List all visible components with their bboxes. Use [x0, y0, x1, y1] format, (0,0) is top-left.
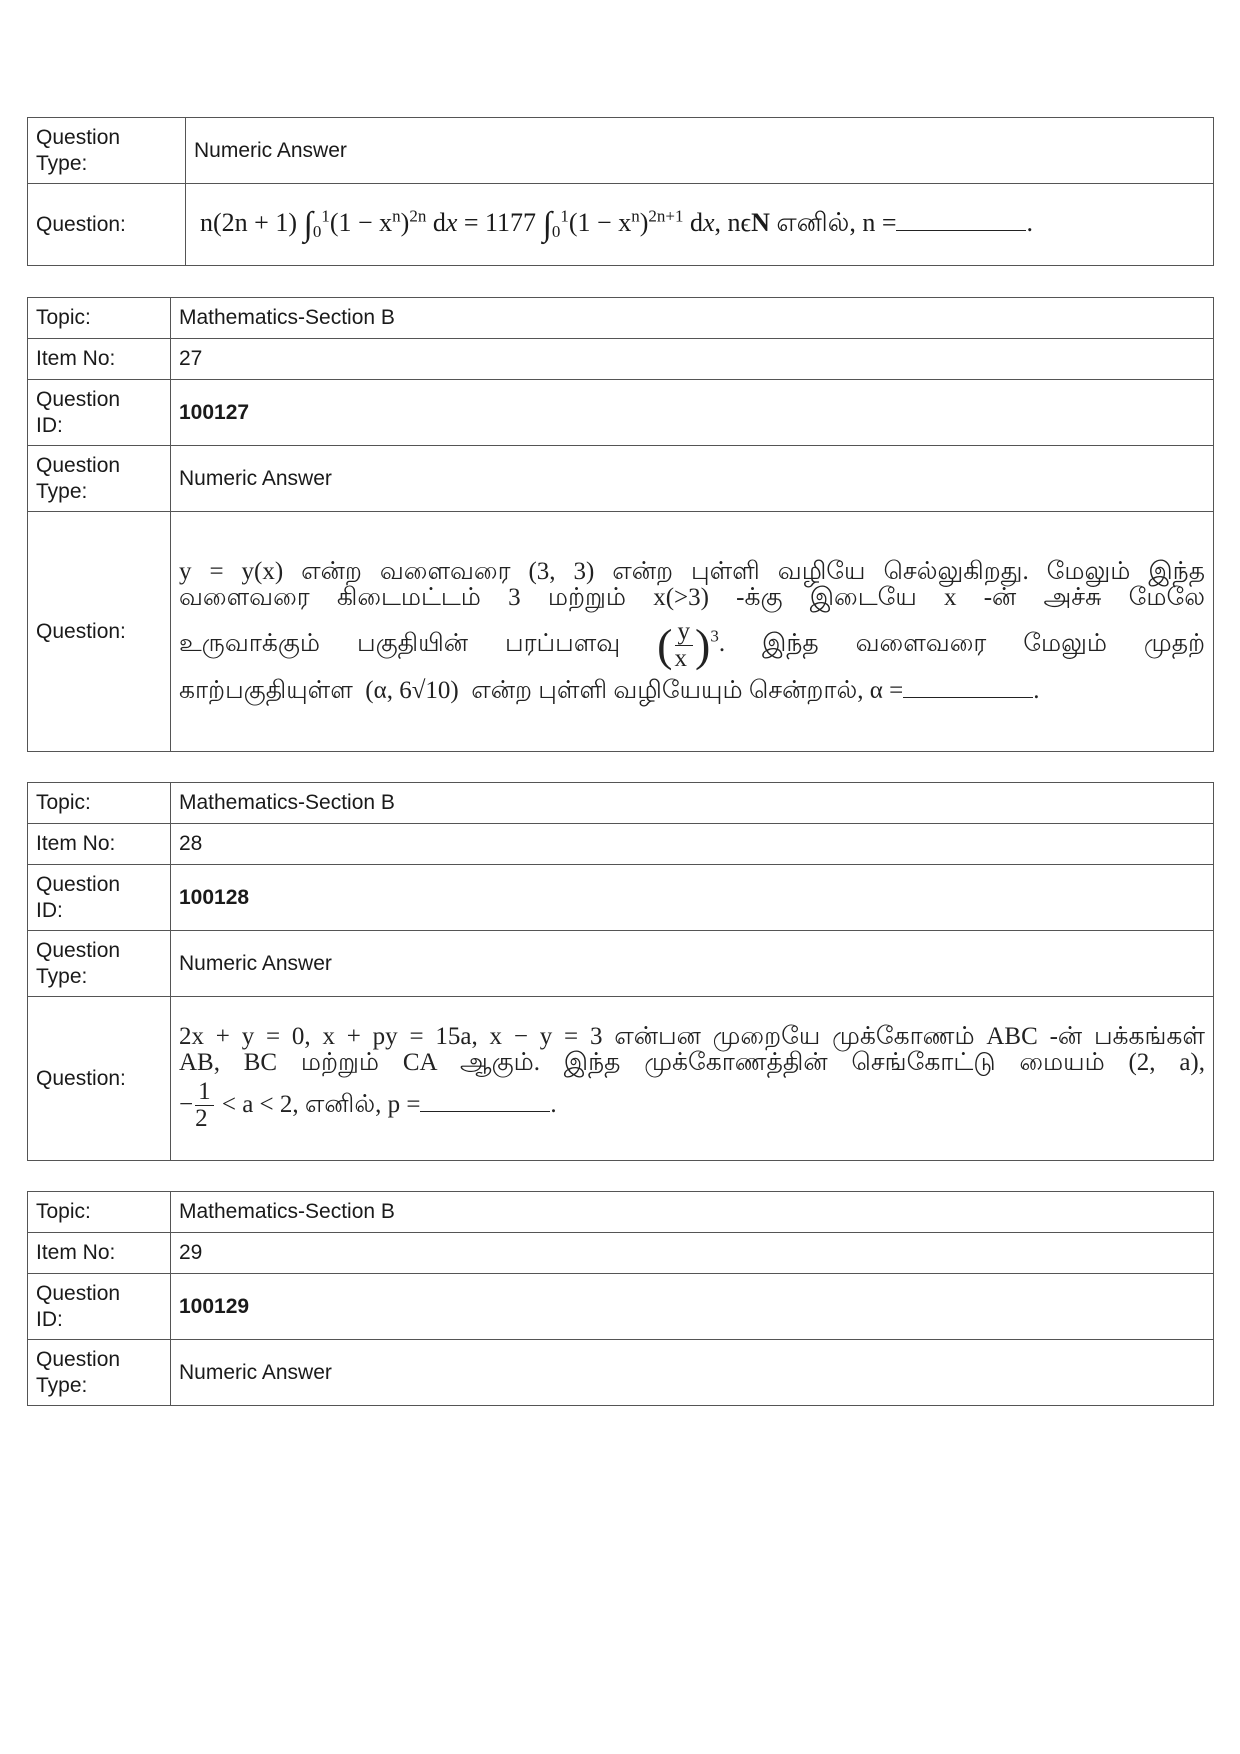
point-coordinates: (α, 6√10) [365, 677, 459, 705]
item-no-label: Item No: [28, 1233, 171, 1274]
question-line-4 [179, 678, 1205, 704]
question-text: n(2n + 1) $\int_0^1(1 - x^n)^{2n}$ dx = 1177 $\int_0^1(1 - x^n)^{2n+1}$ dx, nϵN எனில், n = . [186, 184, 1214, 266]
fraction-numerator: y [675, 619, 694, 646]
item-no-label: Item No: [28, 339, 171, 380]
topic-value: Mathematics-Section B [171, 783, 1214, 824]
question-line-4b: என்ற புள்ளி வழியேயும் சென்றால், α = [471, 677, 904, 705]
math-tail: , nϵ [714, 208, 752, 238]
fraction-y-over-x [675, 619, 694, 672]
question-line-3: உருவாக்கும் பகுதியின் பரப்பளவு ( $\frac{y}{x}$ )$^3$. இந்த வளைவரை மேலும் முதற் [179, 617, 1205, 672]
topic-label: Topic: [28, 783, 171, 824]
topic-label: Topic: [28, 1192, 171, 1233]
math-set: N [751, 208, 770, 238]
topic-label: Topic: [28, 298, 171, 339]
question-type-value: Numeric Answer [171, 931, 1214, 997]
question-block-28 [27, 782, 1214, 1161]
math-tamil: எனில், n = [769, 208, 897, 238]
fraction-denominator: x [674, 644, 687, 672]
fraction-one-half [195, 1079, 214, 1132]
question-line-1: y = y(x) என்ற வளைவரை (3, 3) என்ற புள்ளி வழியே செல்லுகிறது. மேலும் இந்த [179, 557, 1205, 585]
math-rhs-integrand: (1 − x [568, 208, 632, 238]
question-block-29 [27, 1191, 1214, 1406]
answer-blank [420, 1107, 550, 1112]
item-no-value: 27 [171, 339, 1214, 380]
question-type-label: Question Type: [28, 446, 171, 512]
question-text [171, 512, 1214, 752]
end-period: . [1033, 677, 1040, 705]
question-id-label: Question ID: [28, 380, 171, 446]
question-label: Question: [28, 997, 171, 1161]
question-line-1: 2x + y = 0, x + py = 15a, x − y = 3 என்பன முறையே முக்கோணம் ABC -ன் பக்கங்கள் [179, 1022, 1205, 1050]
question-type-value: Numeric Answer [171, 1340, 1214, 1406]
question-text [171, 997, 1214, 1161]
fraction-denominator: 2 [195, 1105, 208, 1133]
item-no-label: Item No: [28, 824, 171, 865]
question-id-label: Question ID: [28, 1274, 171, 1340]
question-id-label: Question ID: [28, 865, 171, 931]
math-lhs-exp: 2n [409, 206, 427, 226]
math-rhs-coef: = 1177 [463, 208, 537, 238]
question-type-label: Question Type: [28, 931, 171, 997]
answer-blank [903, 693, 1033, 698]
question-line-3b: . இந்த வளைவரை மேலும் முதற் [718, 629, 1205, 657]
question-line-4a: காற்பகுதியுள்ள [179, 677, 353, 705]
question-id-value: 100127 [171, 380, 1214, 446]
fraction-numerator: 1 [195, 1079, 214, 1106]
question-line-3a: உருவாக்கும் பகுதியின் பரப்பளவு [179, 629, 621, 657]
answer-blank [896, 226, 1026, 231]
question-label: Question: [28, 184, 186, 266]
item-no-value: 29 [171, 1233, 1214, 1274]
question-type-value: Numeric Answer [171, 446, 1214, 512]
question-block-26 [27, 117, 1214, 266]
question-line-2: AB, BC மற்றும் CA ஆகும். இந்த முக்கோணத்தின் செங்கோட்டு மையம் (2, a), [179, 1048, 1205, 1076]
question-id-value: 100129 [171, 1274, 1214, 1340]
question-line-3: − $\frac{1}{2}$ < a < 2, எனில், p = . [179, 1078, 557, 1133]
exponent: 3 [710, 626, 719, 646]
question-block-27 [27, 297, 1214, 752]
integral-symbol: ∫ [542, 206, 552, 244]
topic-value: Mathematics-Section B [171, 1192, 1214, 1233]
question-label: Question: [28, 512, 171, 752]
question-type-label: Question Type: [28, 1340, 171, 1406]
math-lhs-coef: n(2n + 1) [200, 208, 297, 238]
end-period: . [550, 1090, 557, 1118]
topic-value: Mathematics-Section B [171, 298, 1214, 339]
question-type-label: Question Type: [28, 118, 186, 184]
question-line-2: வளைவரை கிடைமட்டம் 3 மற்றும் x(>3) -க்கு இடையே x -ன் அச்சு மேலே [179, 583, 1205, 611]
math-lhs-integrand: (1 − x [329, 208, 393, 238]
question-line-3a: < a < 2, எனில், p = [221, 1090, 421, 1118]
item-no-value: 28 [171, 824, 1214, 865]
math-rhs-exp: 2n+1 [648, 206, 684, 226]
question-type-value: Numeric Answer [186, 118, 1214, 184]
question-id-value: 100128 [171, 865, 1214, 931]
integral-symbol: ∫ [303, 206, 313, 244]
